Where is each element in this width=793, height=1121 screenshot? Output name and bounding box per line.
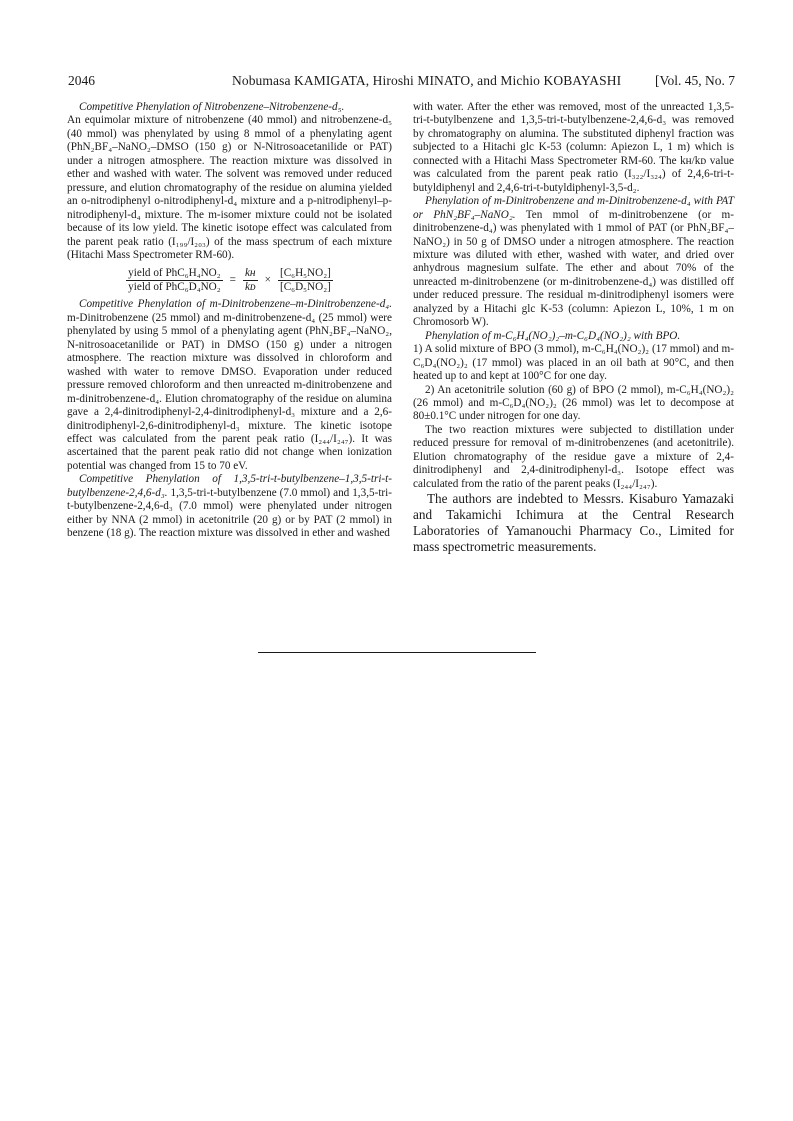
rate-ratio-fraction [243, 267, 258, 294]
section-title: Competitive Phenylation of 1,3,5-tri-t-butylbenzene–1,3,5-tri-t-butylbenzene-2,4,6-d₃. [67, 473, 392, 499]
left-column [67, 101, 392, 541]
isotope-effect-equation [67, 267, 392, 294]
acknowledgment: The authors are indebted to Messrs. Kisaburo Yamazaki and Takamichi Ichimura at the Central Research Laboratories of Yamanouchi Pharmacy Co., Limited for mass spectrometric measurements. [413, 491, 734, 555]
section-title: Competitive Phenylation of Nitrobenzene–Nitrobenzene-d₅. [79, 101, 345, 113]
running-header [68, 73, 735, 89]
end-rule [258, 652, 536, 653]
eq-times: × [264, 274, 271, 287]
section-title: Phenylation of m-Dinitrobenzene and m-Dinitrobenzene-d₄ with PAT or PhN₂BF₄–NaNO₂. [413, 195, 734, 221]
procedure-2: 2) An acetonitrile solution (60 g) of BPO (2 mmol), m-C₆H₄(NO₂)₂ (26 mmol) and m-C₆D₄(NO₂)₂ (26 mmol) was let to decompose at 80±0.1°C under nitrogen for one day. [413, 383, 734, 423]
volume-info: [Vol. 45, No. 7 [654, 73, 735, 88]
running-authors: Nobumasa KAMIGATA, Hiroshi MINATO, and Michio KOBAYASHI [232, 73, 622, 88]
section-body: m-Dinitrobenzene (25 mmol) and m-dinitrobenzene-d₄ (25 mmol) were phenylated by using 5 mmol of a phenylating agent (PhN₂BF₄–NaNO₂, N-nitrosoacetanilide or PAT) in DMSO (150 g) under a nitrogen atmosphere. The reaction mixture was dissolved in chloroform and washed with water to remove DMSO. Evaporation under reduced pressure removed chloroform and then unreacted m-dinitrobenzene and m-dinitrobenzene-d₄. Elution chromatography of the residue on alumina gave a 2,4-dinitrodiphenyl-2,4-dinitrodiphenyl-d₃ mixture and a 2,6-dinitrodiphenyl-2,6-dinitrodiphenyl-d₃ mixture. The kinetic isotope effect was calculated from the parent peak ratio (I₂₄₄/I₂₄₇). It was ascertained that the parent peak ratio did not change when ionization potential was changed from 15 to 70 eV. [67, 311, 392, 472]
procedure-analysis: The two reaction mixtures were subjected to distillation under reduced pressure for removal of m-dinitrobenzenes (and acetonitrile). Elution chromatography of the residue gave a mixture of 2,4-dinitrodiphenyl and 2,4-dinitrodiphenyl-d₃. Isotope effect was calculated from the ratio of the parent peaks (I₂₄₄/I₂₄₇). [413, 423, 734, 490]
section-body: Ten mmol of m-dinitrobenzene (or m-dinitrobenzene-d₄) was phenylated with 1 mmol of PAT (or PhN₂BF₄–NaNO₂) in 50 g of DMSO under a nitrogen atmosphere. The reaction mixture was diluted with ether, washed with water, and dried over anhydrous magnesium sulfate. The ether and about 70% of the unreacted m-dinitrobenzene (or m-dinitrobenzene-d₄) was distilled off under reduced pressure. The residual m-dinitrodiphenyl isomers were analyzed by a Hitachi glc K-53 (column: Apiezon L, 10%, 1 m on Chromosorb W). [413, 208, 734, 329]
section-dinitrobenzene [67, 298, 392, 473]
right-column [413, 101, 734, 555]
section-bpo-phenylation [413, 330, 734, 343]
section-continuation: with water. After the ether was removed, most of the unreacted 1,3,5-tri-t-butylbenzene and 1,3,5-tri-t-butylbenzene-2,4,6-d₃ was removed by chromatography on alumina. The substituted diphenyl fraction was subjected to a Hitachi glc K-53 (column: Apiezon L, 1 m) which is connected with a Hitachi Mass Spectrometer RM-60. The kʜ/kᴅ value was calculated from the parent peak ratio (I₃₂₂/I₃₂₄) of 2,4,6-tri-t-butyldiphenyl and 2,4,6-tri-t-butyldiphenyl-3,5-d₂. [413, 101, 734, 194]
section-pat-phenylation [413, 195, 734, 330]
eq-k-numerator: kʜ [244, 267, 256, 280]
eq-k-denominator: kᴅ [244, 281, 256, 294]
section-body: 1,3,5-tri-t-butylbenzene (7.0 mmol) and 1,3,5-tri-t-butylbenzene-2,4,6-d₃ (7.0 mmol) were phenylated under nitrogen either by NNA (2 mmol) in acetonitrile (20 g) or by PAT (2 mmol) in benzene (18 g). The reaction mixture was dissolved in ether and washed [67, 486, 392, 540]
eq-conc-denominator: [C₆D₅NO₂] [279, 281, 331, 294]
section-body: An equimolar mixture of nitrobenzene (40 mmol) and nitrobenzene-d₅ (40 mmol) was phenylated by using 8 mmol of a phenylating agent (PhN₂BF₄–NaNO₂–DMSO (150 g) or N-Nitrosoacetanilide or PAT) under a nitrogen atmosphere. The reaction mixture was dissolved in ether and washed with water. The solvent was removed under reduced pressure, and elution chromatography of the residue on alumina yielded an o-nitrodiphenyl o-nitrodiphenyl-d₄ mixture and a p-nitrodiphenyl–p-nitrodiphenyl-d₄ mixture. The m-isomer mixture could not be isolated because of its low yield. The kinetic isotope effect was calculated from the parent peak ratio (I₁₉₉/I₂₀₃) of the mass spectrum of each mixture (Hitachi Mass Spectrometer RM-60). [67, 114, 392, 261]
eq-conc-numerator: [C₆H₅NO₂] [279, 267, 331, 280]
yield-ratio-fraction [126, 267, 223, 294]
section-nitrobenzene [67, 101, 392, 114]
eq-numerator: yield of PhC₆H₄NO₂ [128, 267, 221, 280]
page-number: 2046 [68, 73, 95, 88]
section-tributylbenzene [67, 473, 392, 540]
eq-denominator: yield of PhC₆D₄NO₂ [128, 281, 221, 294]
section-title: Competitive Phenylation of m-Dinitrobenzene–m-Dinitrobenzene-d₄. [79, 298, 392, 311]
procedure-1: 1) A solid mixture of BPO (3 mmol), m-C₆H₄(NO₂)₂ (17 mmol) and m-C₆D₄(NO₂)₂ (17 mmol) was placed in an oil bath at 90°C, and then heated up to and kept at 100°C for one day. [413, 343, 734, 383]
section-title: Phenylation of m-C₆H₄(NO₂)₂–m-C₆D₄(NO₂)₂ with BPO. [425, 329, 681, 342]
concentration-ratio-fraction [278, 267, 333, 294]
eq-equals: = [229, 274, 236, 287]
